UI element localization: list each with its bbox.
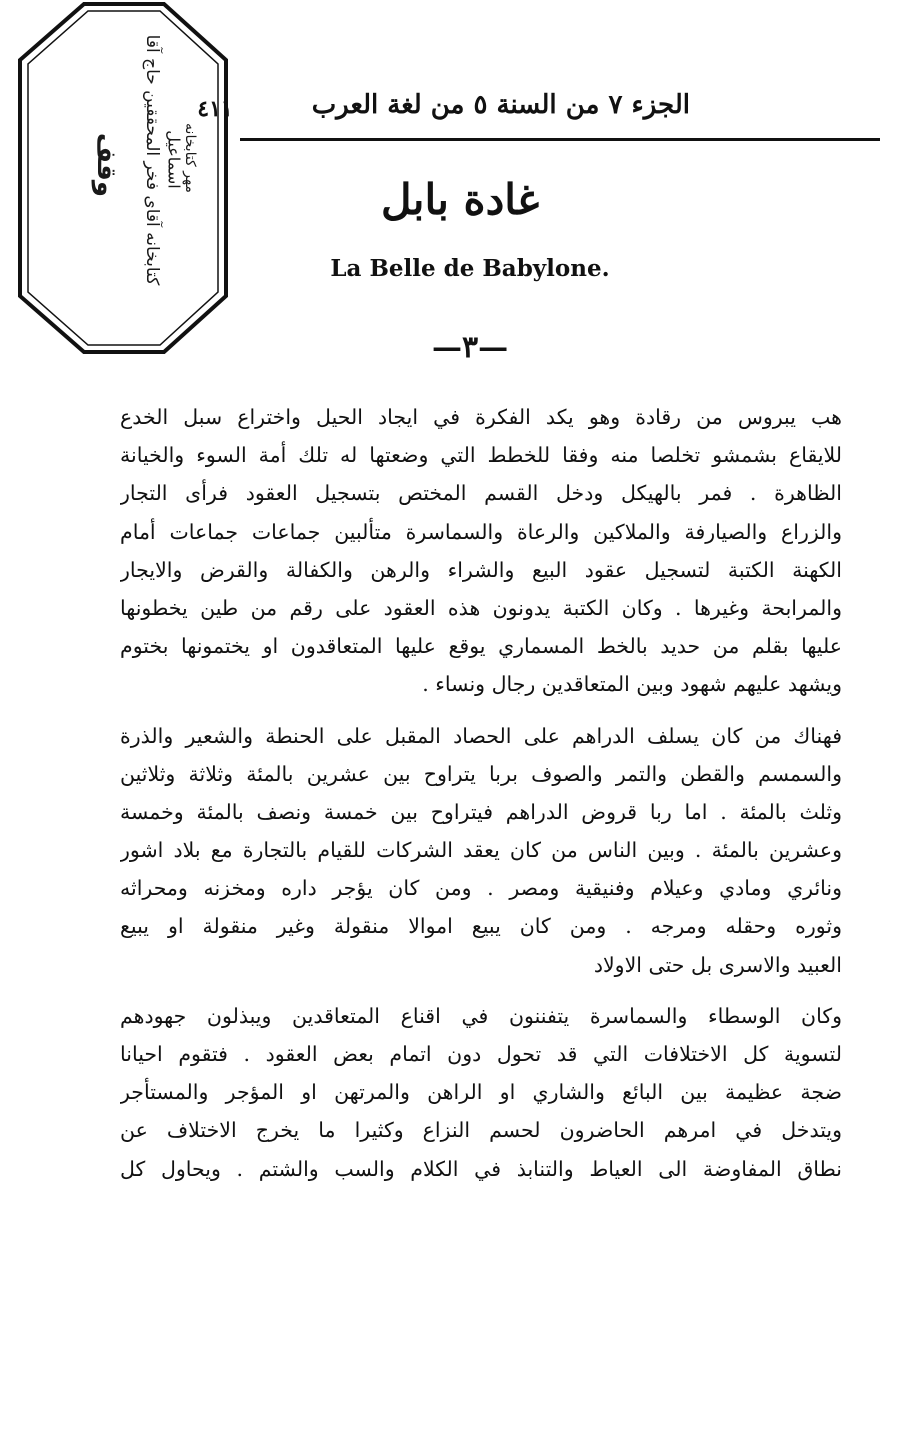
paragraph bbox=[120, 997, 842, 1188]
stamp-line: مهر کتابخانه bbox=[182, 123, 198, 193]
text-line: وكان الوسطاء والسماسرة يتفننون في اقناع المتعاقدين ويبذلون جهودهم bbox=[120, 1003, 842, 1028]
text-line: وعشرين بالمئة . وبين الناس من كان يعقد الشركات للقيام بالتجارة مع بلاد اشور bbox=[120, 838, 842, 863]
text-line: والزراع والصيارفة والملاكين والرعاة والسماسرة متألبين جماعات جماعات أمام bbox=[120, 519, 842, 544]
text-line: ضجة عظيمة بين البائع والشاري او الراهن والمرتهن او المؤجر والمستأجر bbox=[120, 1080, 842, 1105]
body-text bbox=[120, 398, 842, 1188]
text-line: والسمسم والقطن والتمر والصوف بربا يتراوح بين عشرين بالمئة وثلاثة وثلاثين bbox=[120, 761, 842, 786]
stamp-line: اسماعیل bbox=[164, 130, 184, 189]
chapter-subtitle: La Belle de Babylone. bbox=[330, 255, 610, 282]
stamp-octagon-frame bbox=[14, 0, 236, 355]
text-line: نطاق المفاوضة الى العياط والتنابذ في الكلام والسب والشتم . ويحاول كل bbox=[120, 1156, 842, 1181]
text-line: عليها بقلم من حديد بالخط المسماري يوقع عليها المتعاقدون او يختمونها بختوم bbox=[120, 634, 842, 659]
text-line: وثوره وحقله ومرجه . ومن كان يبيع اموالا منقولة وغير منقولة او يبيع bbox=[120, 914, 842, 939]
paragraph bbox=[120, 398, 842, 704]
text-line: وثلث بالمئة . اما ربا قروض الدراهم فيتراوح بين خمسة ونصف بالمئة وخمسة bbox=[120, 799, 842, 824]
paragraph bbox=[120, 717, 842, 984]
text-line: للايقاع بشمشو تخلصا منه وفقا للخطط التي وضعتها له تلك أمة السوء والخيانة bbox=[120, 443, 842, 468]
page-number: ٤١١ bbox=[197, 96, 233, 122]
section-number: —٣— bbox=[431, 330, 509, 365]
text-line: هب يبروس من رقادة وهو يكد الفكرة في ايجاد الحيل واختراع سبل الخدع bbox=[120, 405, 842, 429]
text-line: لتسوية كل الاختلافات التي قد تحول دون اتمام بعض العقود . فتقوم احيانا bbox=[120, 1042, 842, 1066]
chapter-title: غادة بابل bbox=[380, 175, 540, 224]
header-rule bbox=[240, 138, 880, 141]
stamp-line: كتابخانه آقای فخر المحققین حاج آقا bbox=[142, 34, 162, 286]
running-title: الجزء ٧ من السنة ٥ من لغة العرب bbox=[311, 90, 690, 120]
text-line: الظاهرة . فمر بالهيكل ودخل القسم المختص بتسجيل العقود فرأى التجار bbox=[120, 481, 842, 506]
library-stamp bbox=[14, 0, 236, 355]
text-line: ويشهد عليهم شهود وبين المتعاقدين رجال ونساء . bbox=[422, 672, 842, 697]
text-line: الكهنة الكتبة لتسجيل عقود البيع والشراء والرهن والكفالة والقرض والايجار bbox=[120, 557, 842, 582]
text-line: والمرابحة وغيرها . وكان الكتبة يدونون هذه العقود على رقم من طين يخطونها bbox=[120, 595, 842, 620]
stamp-line: وقف bbox=[91, 132, 121, 198]
text-line: العبيد والاسرى بل حتى الاولاد bbox=[593, 952, 842, 977]
text-line: فهناك من كان يسلف الدراهم على الحصاد المقبل على الحنطة والشعير والذرة bbox=[120, 723, 842, 748]
text-line: ونائري ومادي وعيلام وفنيقية ومصر . ومن كان يؤجر داره ومخزنه ومحراثه bbox=[120, 876, 842, 901]
text-line: ويتدخل في امرهم الحاضرون لحسم النزاع وكثيرا ما يخرج الاختلاف عن bbox=[120, 1118, 842, 1143]
